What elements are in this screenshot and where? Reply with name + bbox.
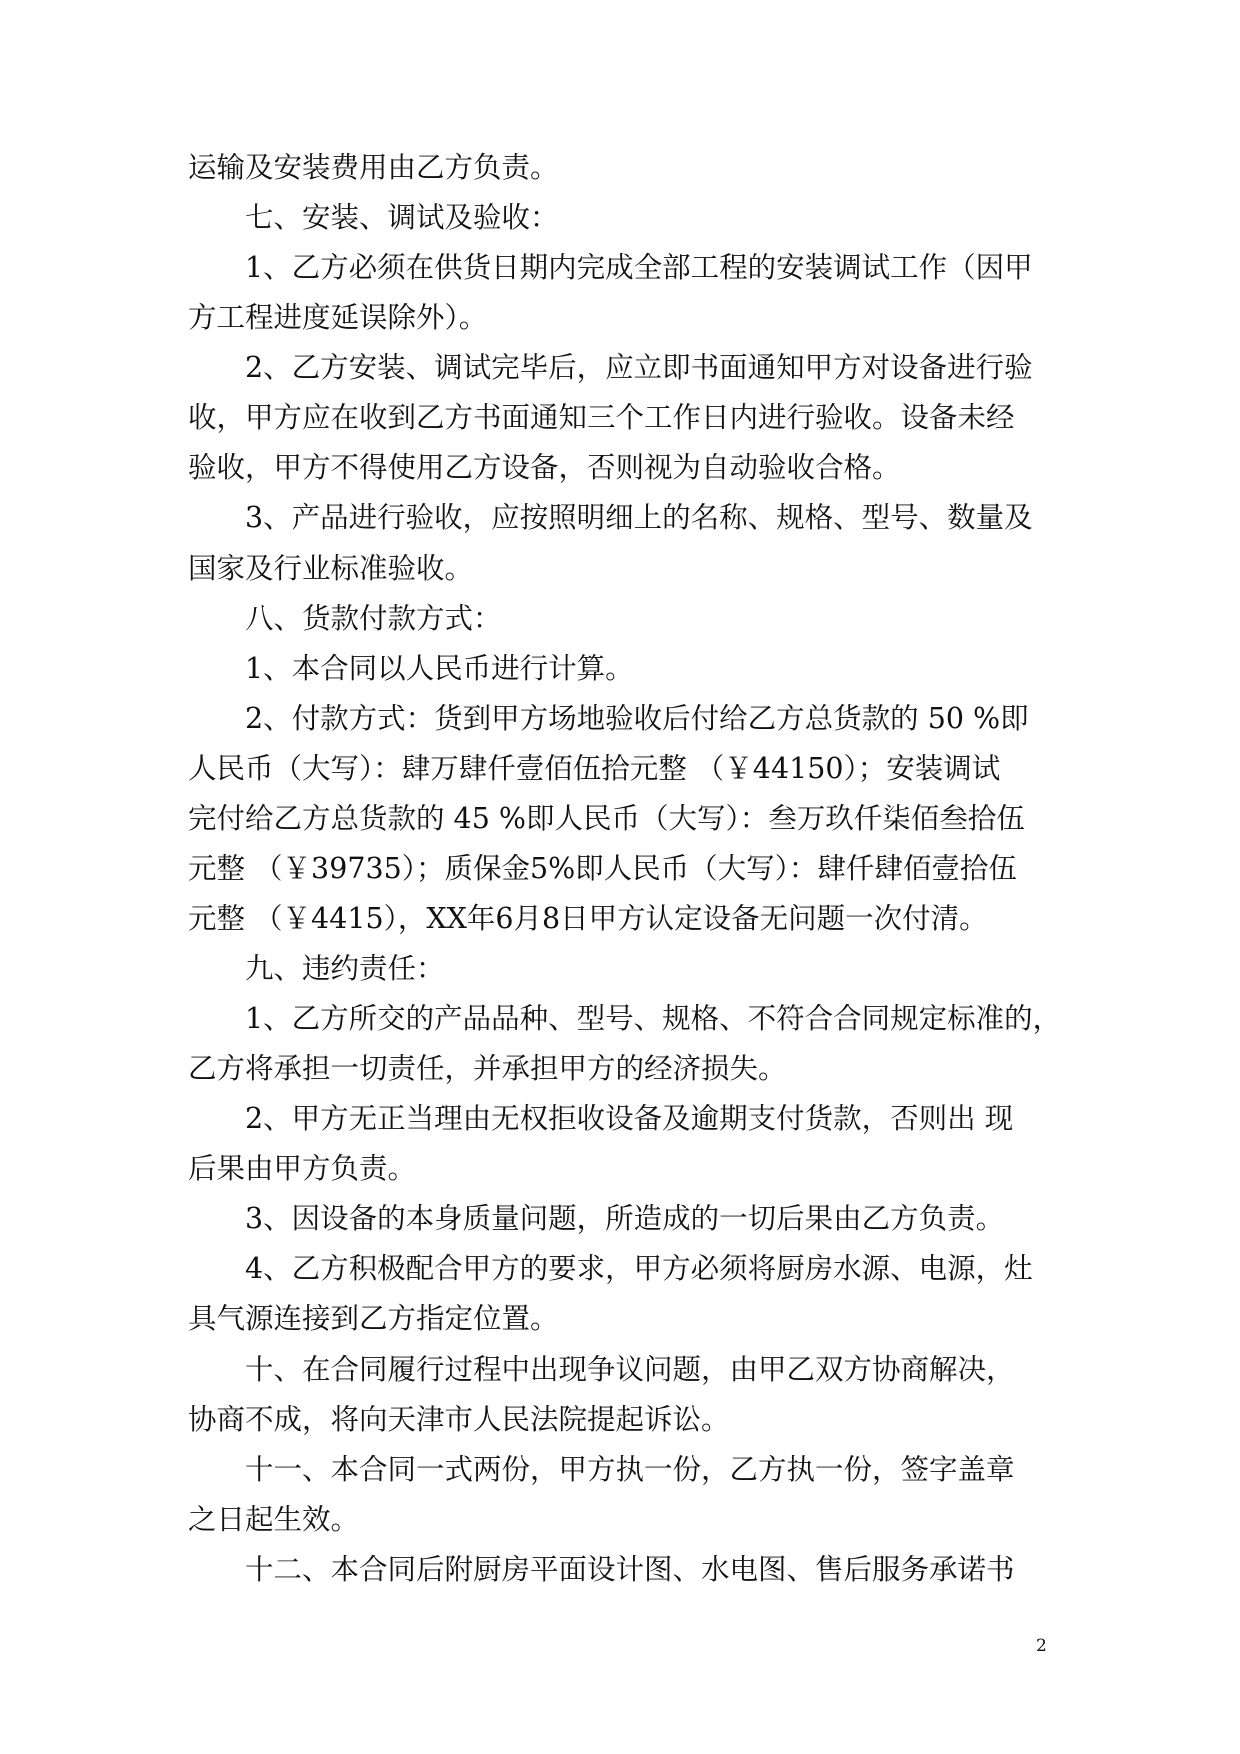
text-line: 收，甲方应在收到乙方书面通知三个工作日内进行验收。设备未经 — [188, 401, 1015, 435]
text-line: 2、乙方安装、调试完毕后，应立即书面通知甲方对设备进行验 — [245, 351, 1033, 385]
text-line: 1、乙方所交的产品品种、型号、规格、不符合合同规定标准的， — [245, 1002, 1062, 1036]
contract-body-text — [188, 143, 1088, 1595]
section-heading: 十二、本合同后附厨房平面设计图、水电图、售后服务承诺书 — [245, 1552, 1015, 1586]
text-line: 3、产品进行验收，应按照明细上的名称、规格、型号、数量及 — [245, 501, 1033, 535]
text-line: 具气源连接到乙方指定位置。 — [188, 1302, 559, 1336]
text-line: 人民币（大写）：肆万肆仟壹佰伍拾元整 （￥44150）；安装调试 — [188, 751, 1001, 785]
section-heading: 十、在合同履行过程中出现争议问题，由甲乙双方协商解决， — [245, 1352, 1015, 1386]
text-line: 2、付款方式：货到甲方场地验收后付给乙方总货款的 50 %即 — [245, 701, 1029, 735]
text-line: 2、甲方无正当理由无权拒收设备及逾期支付货款，否则出 现 — [245, 1102, 1014, 1136]
section-heading: 九、违约责任： — [245, 952, 445, 985]
text-line: 1、乙方必须在供货日期内完成全部工程的安装调试工作（因甲 — [245, 251, 1033, 285]
text-line: 1、本合同以人民币进行计算。 — [245, 651, 634, 685]
section-heading: 十一、本合同一式两份，甲方执一份，乙方执一份，签字盖章 — [245, 1452, 1015, 1486]
page-number: 2 — [1036, 1636, 1047, 1656]
text-line: 运输及安装费用由乙方负责。 — [188, 151, 559, 184]
section-heading: 八、货款付款方式： — [245, 601, 502, 635]
text-line: 方工程进度延误除外）。 — [188, 301, 488, 335]
text-line: 完付给乙方总货款的 45 %即人民币（大写）：叁万玖仟柒佰叁拾伍 — [188, 801, 1025, 835]
text-line: 4、乙方积极配合甲方的要求，甲方必须将厨房水源、电源，灶 — [245, 1252, 1033, 1286]
text-line: 之日起生效。 — [188, 1502, 360, 1536]
text-line: 验收，甲方不得使用乙方设备，否则视为自动验收合格。 — [188, 451, 901, 485]
section-heading: 七、安装、调试及验收： — [245, 201, 559, 235]
text-line: 元整 （￥39735）；质保金5%即人民币（大写）：肆仟肆佰壹拾伍 — [188, 851, 1017, 885]
text-line: 协商不成，将向天津市人民法院提起诉讼。 — [188, 1402, 730, 1436]
text-line: 3、因设备的本身质量问题，所造成的一切后果由乙方负责。 — [245, 1202, 1005, 1236]
text-line: 国家及行业标准验收。 — [188, 551, 474, 585]
text-line: 后果由甲方负责。 — [188, 1152, 417, 1186]
text-line: 乙方将承担一切责任，并承担甲方的经济损失。 — [188, 1052, 787, 1086]
text-line: 元整 （￥4415），XX年6月8日甲方认定设备无问题一次付清。 — [188, 901, 988, 935]
